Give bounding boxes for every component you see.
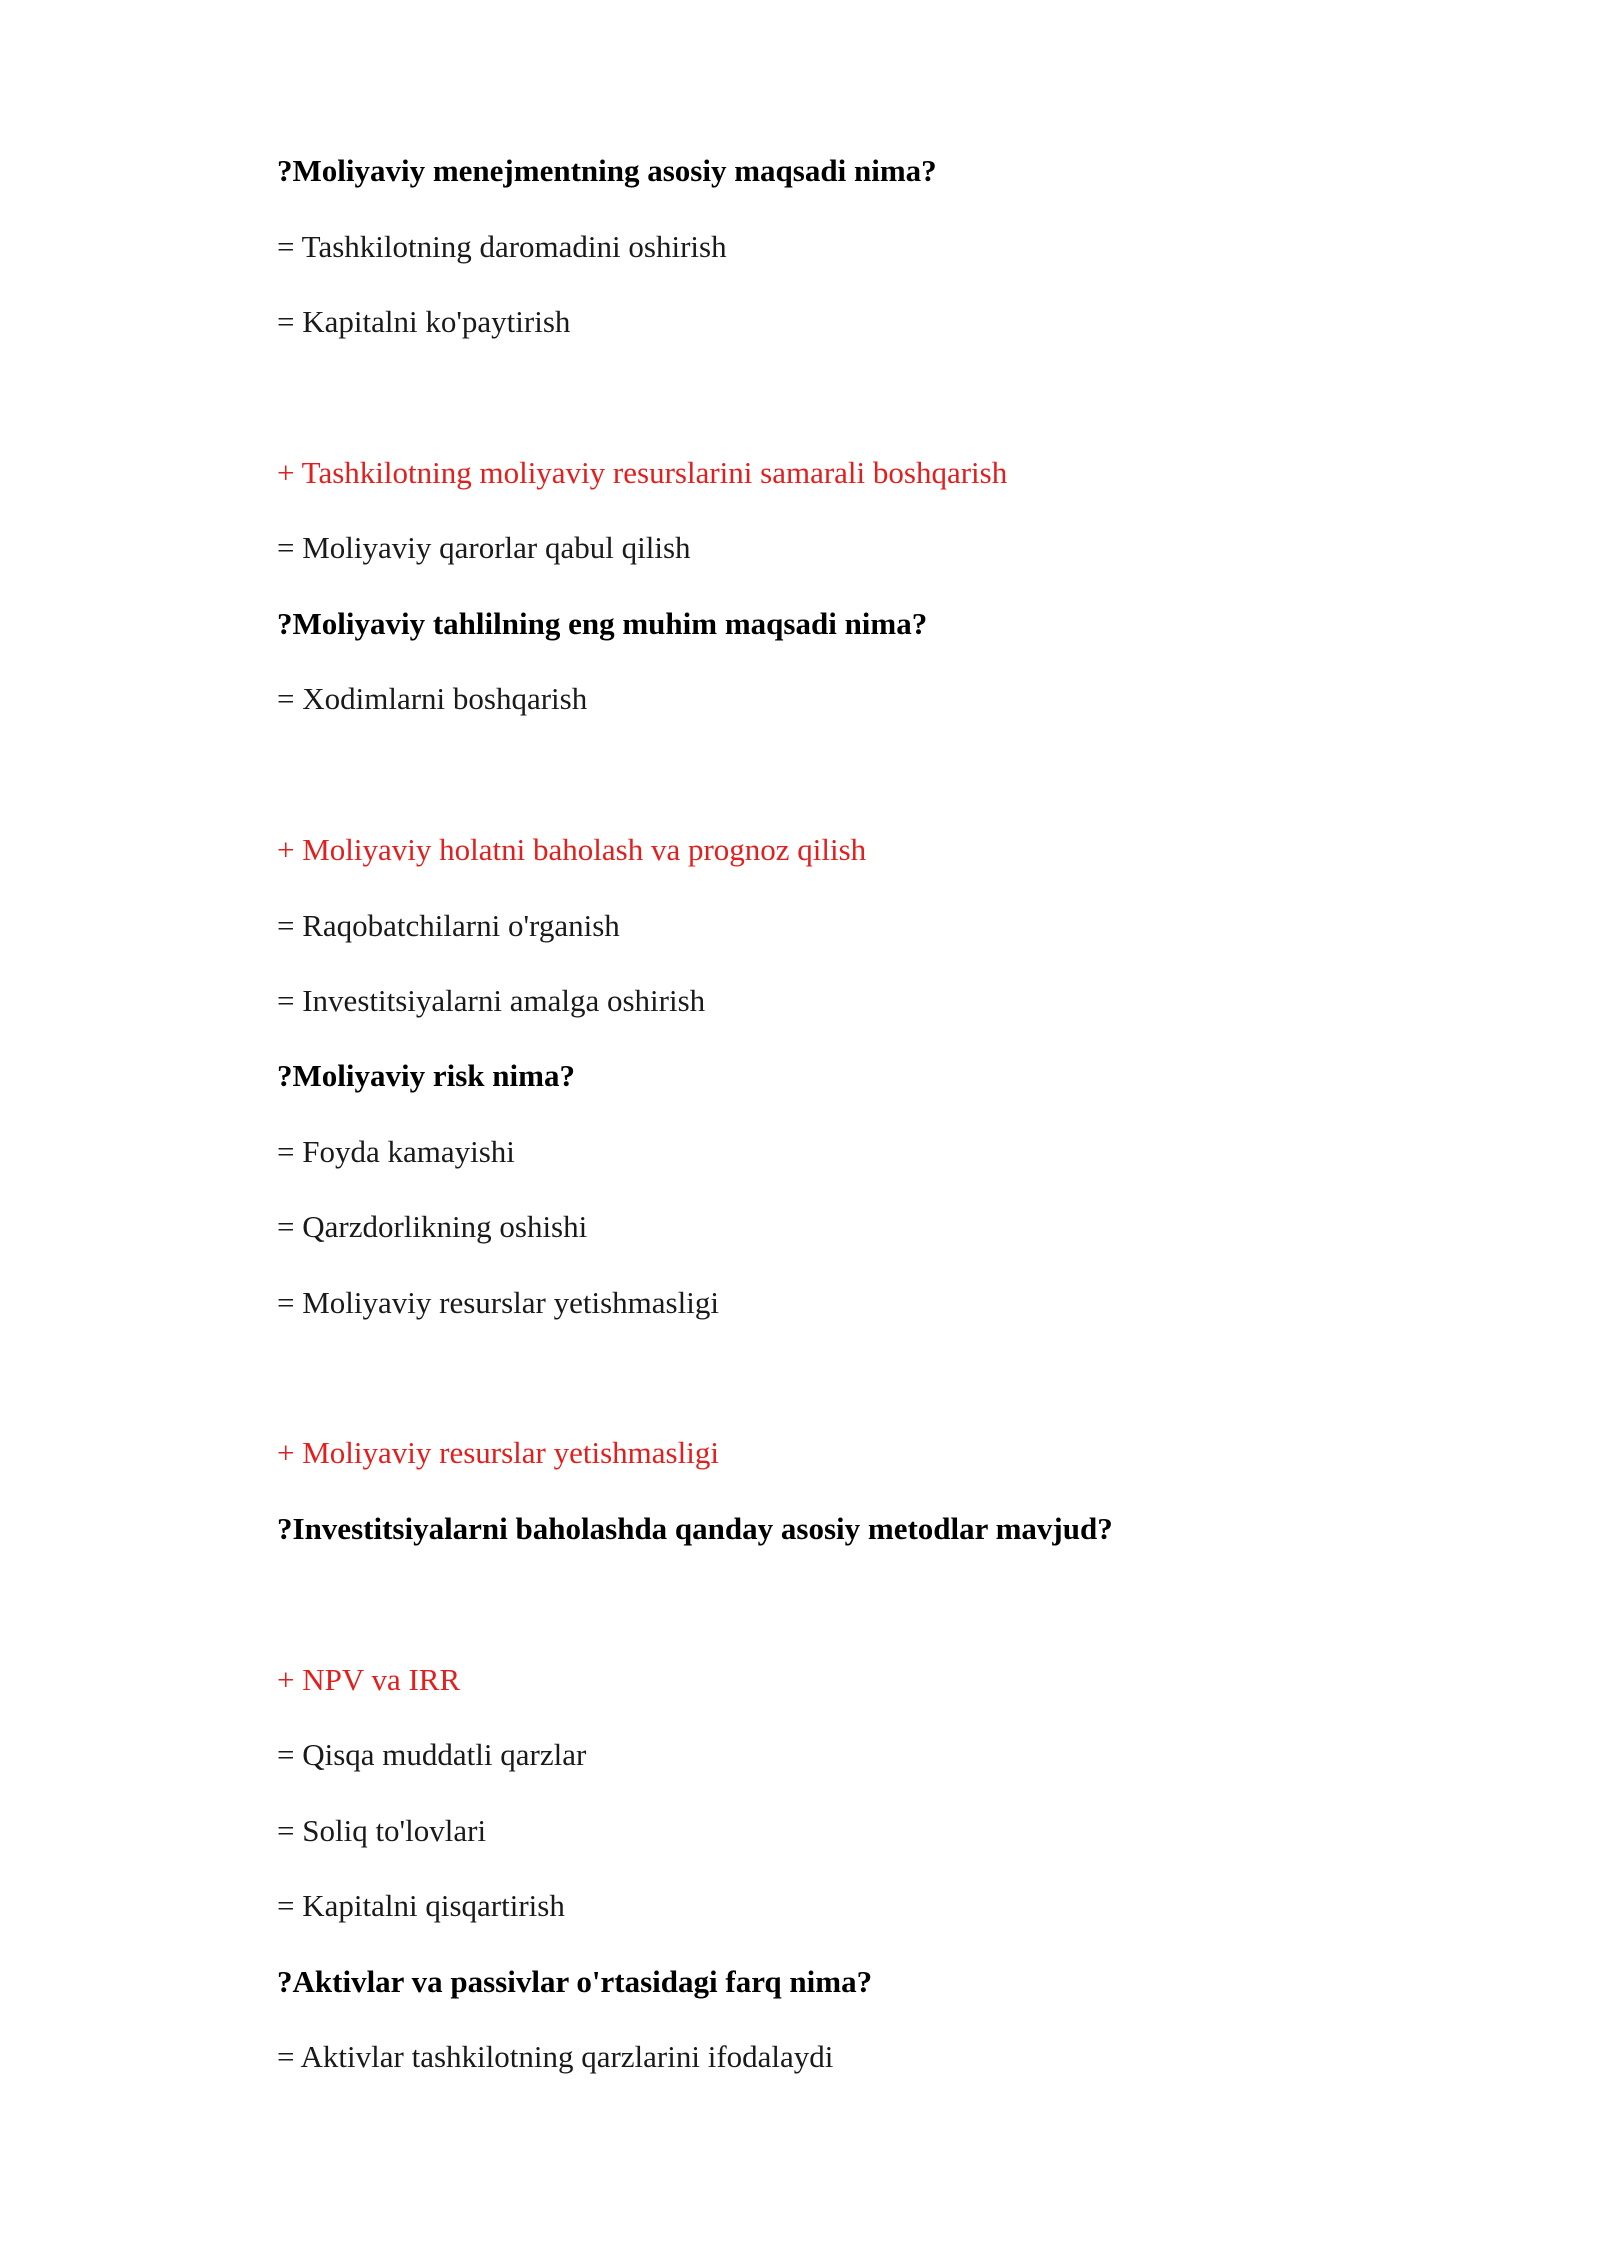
- option-line: = Moliyaviy qarorlar qabul qilish: [277, 530, 691, 565]
- option-line: = Qisqa muddatli qarzlar: [277, 1737, 587, 1772]
- option-line: = Aktivlar tashkilotning qarzlarini ifodalaydi: [277, 2039, 834, 2074]
- option-line: = Investitsiyalarni amalga oshirish: [277, 983, 706, 1018]
- option-line: = Foyda kamayishi: [277, 1134, 515, 1169]
- option-line: = Moliyaviy resurslar yetishmasligi: [277, 1285, 719, 1320]
- question-line: ?Moliyaviy tahlilning eng muhim maqsadi nima?: [277, 606, 928, 641]
- question-line: ?Aktivlar va passivlar o'rtasidagi farq nima?: [277, 1964, 873, 1999]
- option-line: = Kapitalni ko'paytirish: [277, 304, 571, 339]
- option-line: = Soliq to'lovlari: [277, 1813, 487, 1848]
- correct-answer-line: + Tashkilotning moliyaviy resurslarini samarali boshqarish: [277, 455, 1008, 490]
- correct-answer-line: + Moliyaviy holatni baholash va prognoz qilish: [277, 832, 867, 867]
- correct-answer-line: + NPV va IRR: [277, 1662, 461, 1697]
- correct-answer-line: + Moliyaviy resurslar yetishmasligi: [277, 1435, 719, 1470]
- question-line: ?Moliyaviy risk nima?: [277, 1058, 575, 1093]
- question-line: ?Investitsiyalarni baholashda qanday asosiy metodlar mavjud?: [277, 1511, 1113, 1546]
- option-line: = Tashkilotning daromadini oshirish: [277, 229, 727, 264]
- option-line: = Kapitalni qisqartirish: [277, 1888, 565, 1923]
- option-line: = Raqobatchilarni o'rganish: [277, 908, 620, 943]
- option-line: = Qarzdorlikning oshishi: [277, 1209, 588, 1244]
- question-line: ?Moliyaviy menejmentning asosiy maqsadi nima?: [277, 153, 937, 188]
- option-line: = Xodimlarni boshqarish: [277, 681, 588, 716]
